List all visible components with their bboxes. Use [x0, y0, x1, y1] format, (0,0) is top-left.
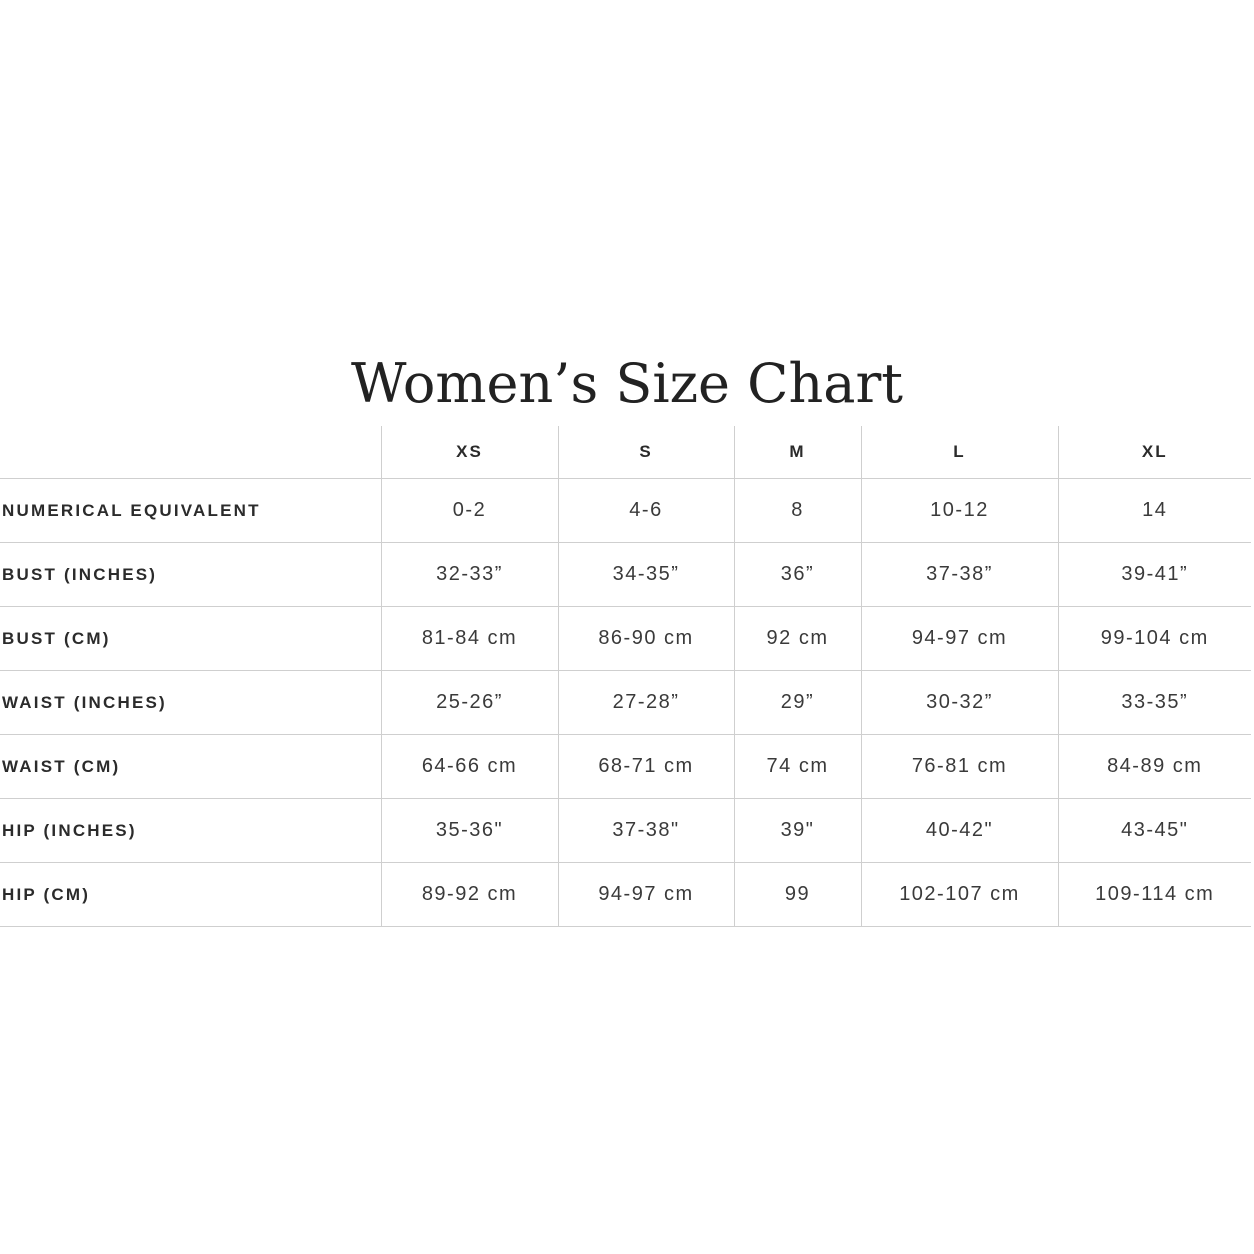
- table-cell: 14: [1058, 479, 1251, 543]
- table-cell: 64-66 cm: [381, 735, 558, 799]
- header-row: [0, 426, 1251, 479]
- table-row: [0, 863, 1251, 927]
- table-cell: 36”: [734, 543, 861, 607]
- table-cell: 40-42": [861, 799, 1058, 863]
- table-cell: 37-38”: [861, 543, 1058, 607]
- table-cell: 99: [734, 863, 861, 927]
- table-cell: 33-35”: [1058, 671, 1251, 735]
- table-row: [0, 671, 1251, 735]
- table-cell: 37-38": [558, 799, 734, 863]
- header-corner-cell: [0, 426, 381, 479]
- table-cell: 30-32”: [861, 671, 1058, 735]
- table-cell: 68-71 cm: [558, 735, 734, 799]
- table-cell: 74 cm: [734, 735, 861, 799]
- row-label-waist-cm: WAIST (CM): [0, 735, 381, 799]
- table-cell: 8: [734, 479, 861, 543]
- table-cell: 94-97 cm: [558, 863, 734, 927]
- size-chart-table: [0, 426, 1251, 927]
- table-cell: 89-92 cm: [381, 863, 558, 927]
- table-row: [0, 607, 1251, 671]
- table-cell: 4-6: [558, 479, 734, 543]
- row-label-waist-inches: WAIST (INCHES): [0, 671, 381, 735]
- page-title: Women’s Size Chart: [351, 352, 903, 416]
- table-cell: 35-36": [381, 799, 558, 863]
- table-cell: 10-12: [861, 479, 1058, 543]
- table-cell: 81-84 cm: [381, 607, 558, 671]
- table-cell: 43-45": [1058, 799, 1251, 863]
- header-size-s: S: [558, 426, 734, 479]
- table-row: [0, 543, 1251, 607]
- table-cell: 99-104 cm: [1058, 607, 1251, 671]
- table-cell: 0-2: [381, 479, 558, 543]
- row-label-bust-cm: BUST (CM): [0, 607, 381, 671]
- table-cell: 76-81 cm: [861, 735, 1058, 799]
- row-label-hip-inches: HIP (INCHES): [0, 799, 381, 863]
- table-cell: 25-26”: [381, 671, 558, 735]
- table-cell: 84-89 cm: [1058, 735, 1251, 799]
- row-label-hip-cm: HIP (CM): [0, 863, 381, 927]
- table-cell: 109-114 cm: [1058, 863, 1251, 927]
- table-cell: 102-107 cm: [861, 863, 1058, 927]
- table-cell: 34-35”: [558, 543, 734, 607]
- table-cell: 39": [734, 799, 861, 863]
- header-size-xl: XL: [1058, 426, 1251, 479]
- row-label-numerical-equivalent: NUMERICAL EQUIVALENT: [0, 479, 381, 543]
- table-cell: 86-90 cm: [558, 607, 734, 671]
- table-row: [0, 735, 1251, 799]
- table-row: [0, 479, 1251, 543]
- table-cell: 32-33”: [381, 543, 558, 607]
- table-cell: 29”: [734, 671, 861, 735]
- table-cell: 27-28”: [558, 671, 734, 735]
- header-size-m: M: [734, 426, 861, 479]
- table-cell: 39-41”: [1058, 543, 1251, 607]
- header-size-l: L: [861, 426, 1058, 479]
- header-size-xs: XS: [381, 426, 558, 479]
- table-cell: 92 cm: [734, 607, 861, 671]
- table-row: [0, 799, 1251, 863]
- table-cell: 94-97 cm: [861, 607, 1058, 671]
- row-label-bust-inches: BUST (INCHES): [0, 543, 381, 607]
